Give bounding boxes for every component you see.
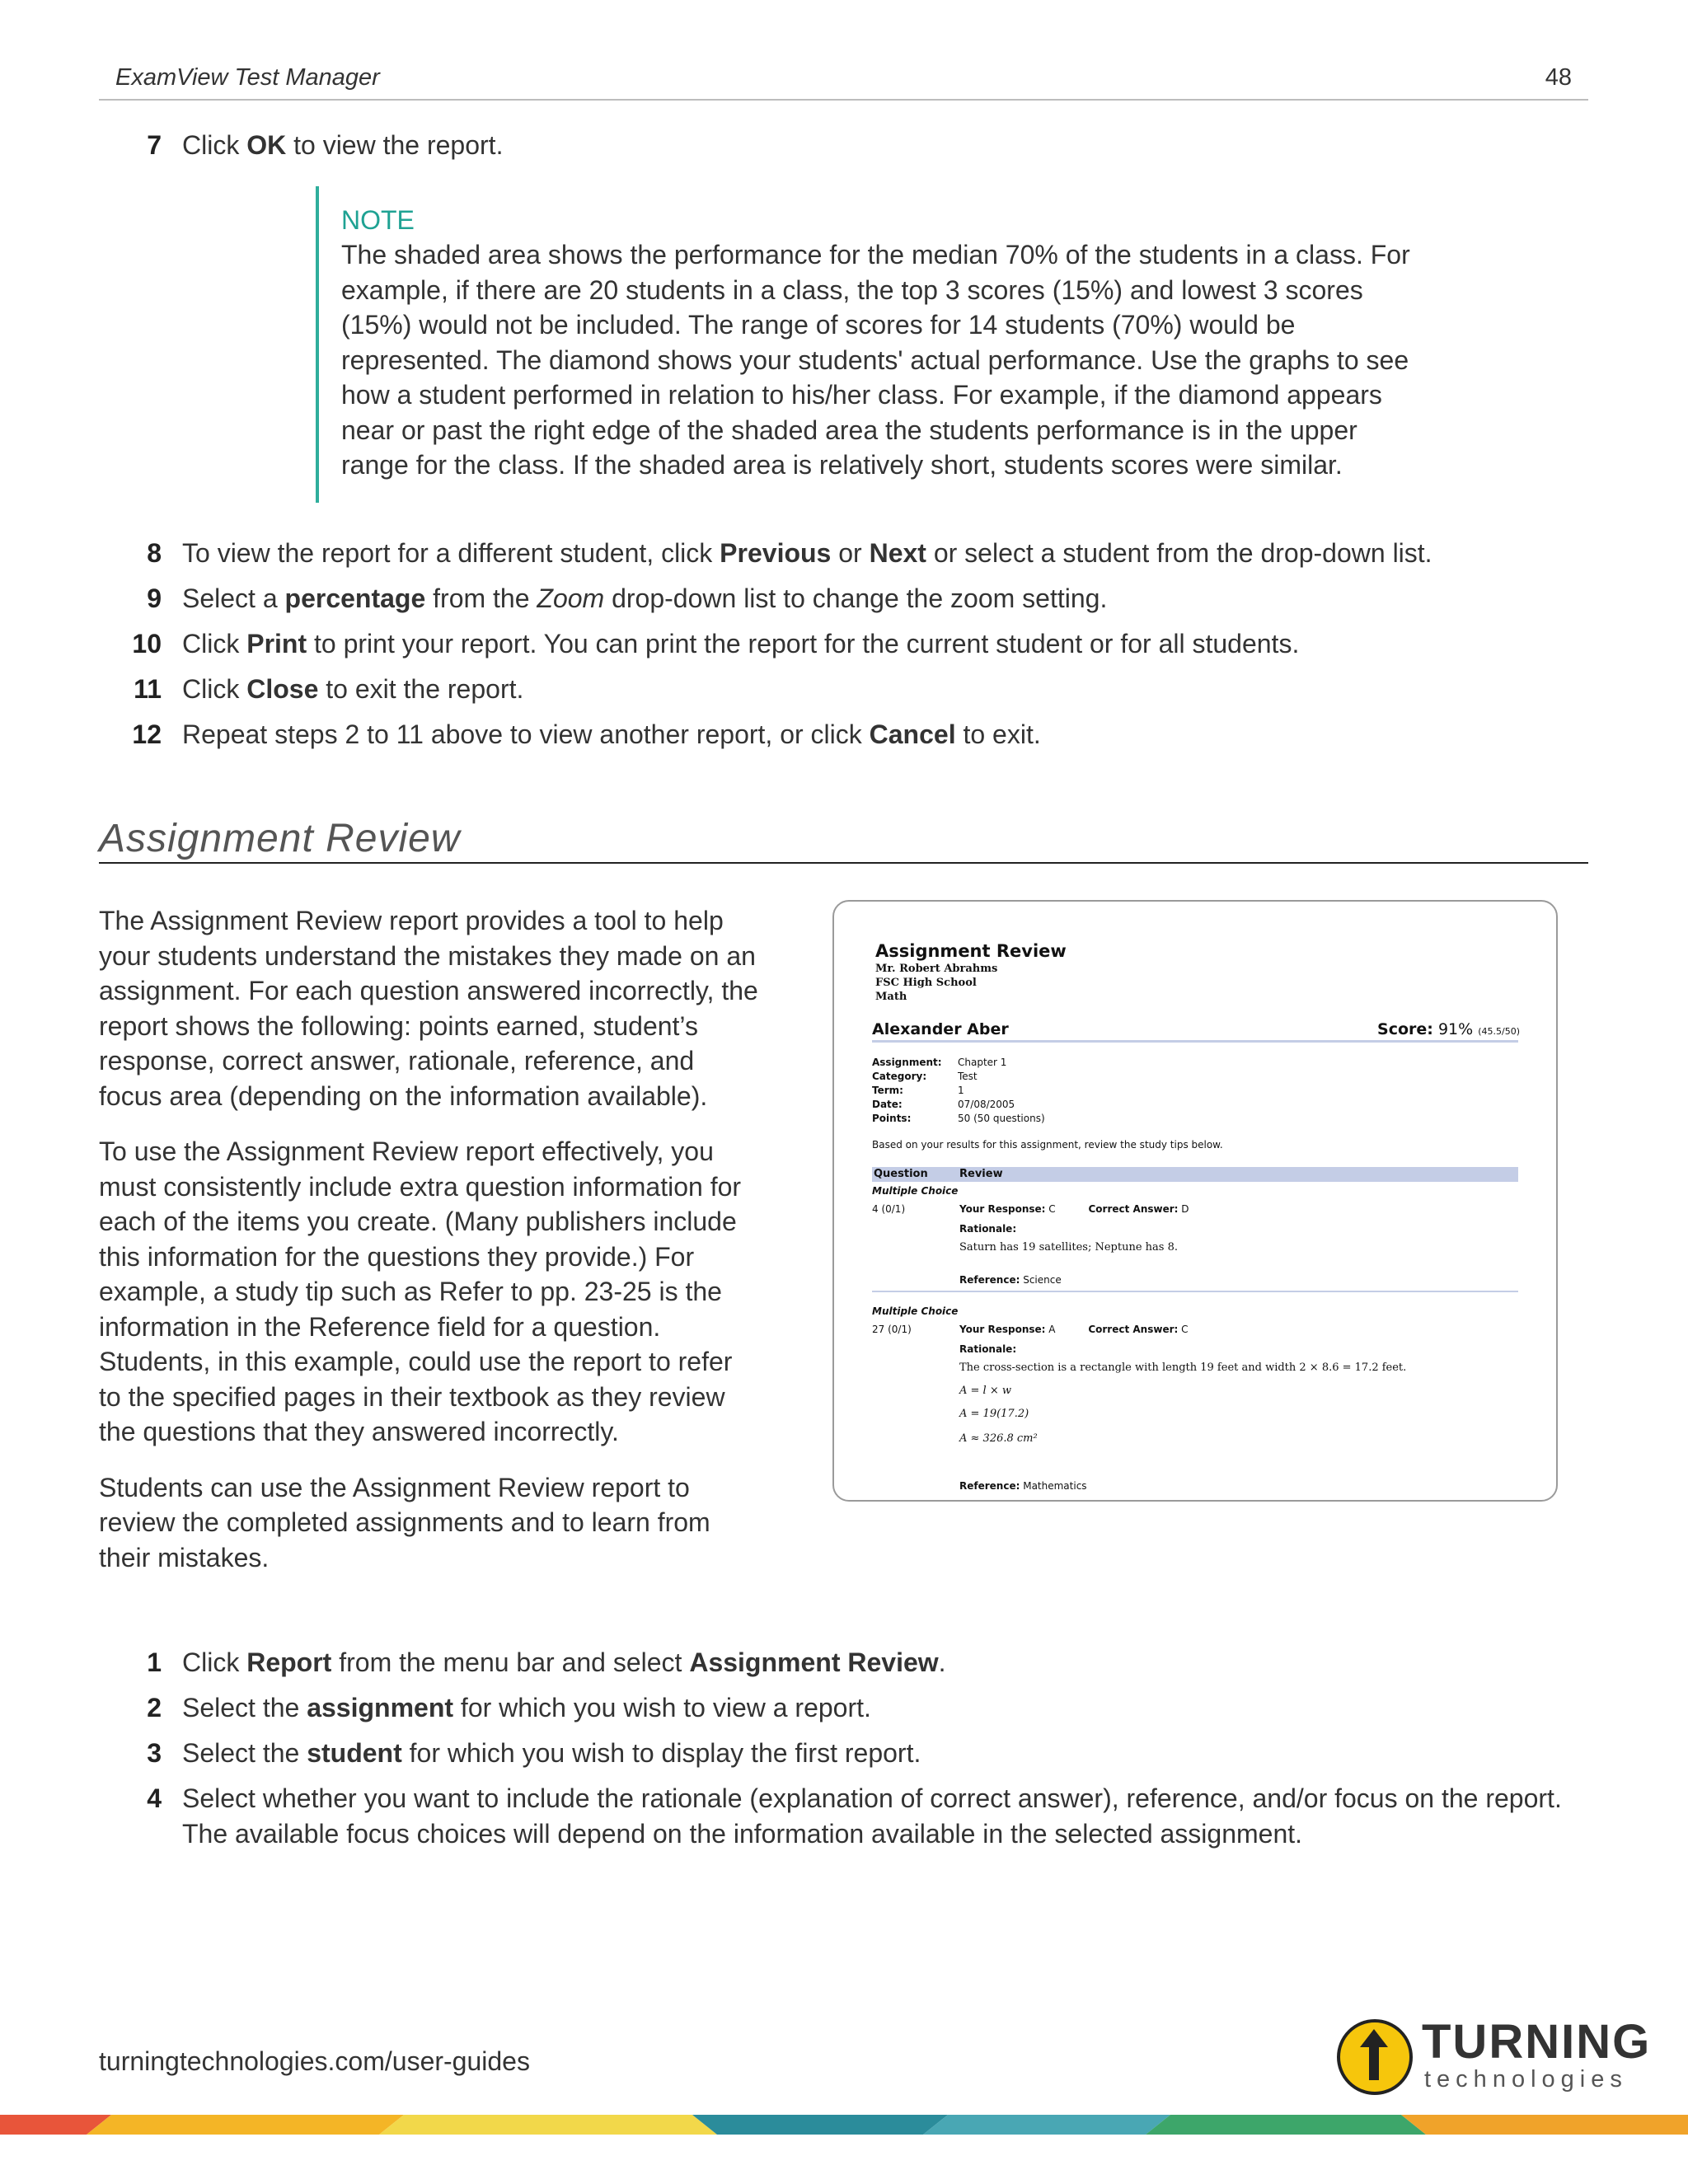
paragraph: To use the Assignment Review report effectively, you must consistently include extra question information for each of the items you create. (Many publishers include this information for the questions they provide.) For example, a study tip such as Refer to pp. 23-25 is the information in the Reference field for a question. Students, in this example, could use the report to refer to the specified pages in their textbook as they review the questions that they answered incorrectly. — [99, 1137, 742, 1446]
question-number: 4 (0/1) — [872, 1203, 906, 1215]
step-number: 4 — [147, 1783, 162, 1813]
report-teacher: Mr. Robert Abrahms — [875, 963, 998, 975]
report-intro-note: Based on your results for this assignment, review the study tips below. — [872, 1139, 1223, 1151]
paragraph: Students can use the Assignment Review report to review the completed assignments and to learn from their mistakes. — [99, 1472, 710, 1572]
step-number: 10 — [132, 629, 162, 658]
report-field-date: Date: 07/08/2005 — [872, 1099, 1015, 1110]
report-field-points: Points: 50 (50 questions) — [872, 1113, 1045, 1124]
question-response: Your Response: C Correct Answer: D — [959, 1203, 1189, 1215]
step-item: 10 Click Print to print your report. You can print the report for the current student or for all students. — [124, 626, 1582, 662]
turning-technologies-logo — [1337, 2015, 1652, 2098]
step-list — [124, 536, 1582, 762]
rationale-text: Saturn has 19 satellites; Neptune has 8. — [959, 1241, 1179, 1254]
step-number: 8 — [147, 538, 162, 568]
step-number: 11 — [134, 674, 162, 704]
note-body: The shaded area shows the performance for the median 70% of the students in a class. For example, if there are 20 students in a class, the top 3 scores (15%) and lowest 3 scores (15%) would not be included. The range of scores for 14 students (70%) would be represented. The diamond shows your students' actual performance. Use the graphs to see how a student performed in relation to his/her class. For example, if the diamond appears near or past the right edge of the shaded area the students performance is in the upper range for the class. If the shaded area is relatively short, students scores were similar. — [341, 240, 1410, 480]
step-item: 7 Click OK to view the report. — [124, 128, 1582, 163]
math-line: A = 19(17.2) — [959, 1408, 1029, 1420]
step-number: 1 — [147, 1647, 162, 1677]
rationale-text: The cross-section is a rectangle with length 19 feet and width 2 × 8.6 = 17.2 feet. — [959, 1361, 1407, 1374]
footer-link[interactable]: turningtechnologies.com/user-guides — [99, 2046, 530, 2076]
report-score — [1377, 1020, 1520, 1038]
step-list — [124, 1645, 1582, 1862]
step-number: 9 — [147, 583, 162, 613]
logo-arrow-icon — [1360, 2029, 1388, 2080]
assignment-review-screenshot — [832, 900, 1558, 1502]
report-field-assignment: Assignment: Chapter 1 — [872, 1057, 1007, 1068]
column-question: Question — [874, 1168, 928, 1180]
question-category: Multiple Choice — [872, 1185, 959, 1197]
document-title: ExamView Test Manager — [115, 64, 380, 91]
step-item: 4 Select whether you want to include the rationale (explanation of correct answer), reference, and/or focus on the report. The available focus choices will depend on the information available in the selected assignment. — [124, 1781, 1582, 1852]
question-response: Your Response: A Correct Answer: C — [959, 1324, 1189, 1335]
score-label: Score: — [1377, 1020, 1433, 1038]
question-reference: Reference: Science — [959, 1274, 1062, 1286]
divider — [872, 1040, 1518, 1043]
question-category: Multiple Choice — [872, 1305, 959, 1317]
report-school: FSC High School — [875, 977, 977, 989]
divider — [872, 1291, 1518, 1292]
score-value: 91% — [1437, 1020, 1474, 1038]
section-heading: Assignment Review — [99, 816, 1588, 864]
report-field-term: Term: 1 — [872, 1085, 964, 1096]
math-line: A ≈ 326.8 cm² — [959, 1432, 1038, 1445]
score-detail: (45.5/50) — [1478, 1026, 1520, 1037]
step-number: 12 — [132, 719, 162, 749]
logo-tagline: technologies — [1424, 2066, 1628, 2093]
math-line: A = l × w — [959, 1385, 1011, 1397]
section-body — [99, 903, 758, 1596]
column-review: Review — [959, 1168, 1003, 1180]
page-header — [99, 64, 1588, 101]
rationale-label: Rationale: — [959, 1343, 1017, 1355]
report-subject: Math — [875, 991, 907, 1003]
note-label: NOTE — [341, 205, 415, 235]
footer-color-stripe — [0, 2115, 1688, 2135]
logo-wordmark: TURNING — [1422, 2015, 1652, 2069]
step-item: 11 Click Close to exit the report. — [124, 672, 1582, 707]
page-number: 48 — [1545, 64, 1572, 91]
step-item: 3 Select the student for which you wish to display the first report. — [124, 1736, 1582, 1771]
step-item: 2 Select the assignment for which you wish to view a report. — [124, 1690, 1582, 1726]
step-item: 8 To view the report for a different student, click Previous or Next or select a student from the drop-down list. — [124, 536, 1582, 571]
question-reference: Reference: Mathematics — [959, 1480, 1087, 1492]
note-callout — [316, 186, 1428, 503]
step-number: 3 — [147, 1738, 162, 1768]
step-number: 2 — [147, 1693, 162, 1722]
step-item: 9 Select a percentage from the Zoom drop-down list to change the zoom setting. — [124, 581, 1582, 616]
report-student-name: Alexander Aber — [872, 1020, 1009, 1038]
paragraph: The Assignment Review report provides a tool to help your students understand the mistakes they made on an assignment. For each question answered incorrectly, the report shows the following: points earned, student’s response, correct answer, rationale, reference, and focus area (depending on the information available). — [99, 906, 758, 1111]
step-number: 7 — [147, 130, 162, 160]
step-item: 12 Repeat steps 2 to 11 above to view another report, or click Cancel to exit. — [124, 717, 1582, 752]
step-item: 1 Click Report from the menu bar and select Assignment Review. — [124, 1645, 1582, 1680]
report-table-header — [872, 1167, 1518, 1182]
report-title: Assignment Review — [875, 941, 1067, 961]
rationale-label: Rationale: — [959, 1223, 1017, 1235]
question-number: 27 (0/1) — [872, 1324, 912, 1335]
step-list — [124, 128, 1582, 173]
report-field-category: Category: Test — [872, 1071, 978, 1082]
